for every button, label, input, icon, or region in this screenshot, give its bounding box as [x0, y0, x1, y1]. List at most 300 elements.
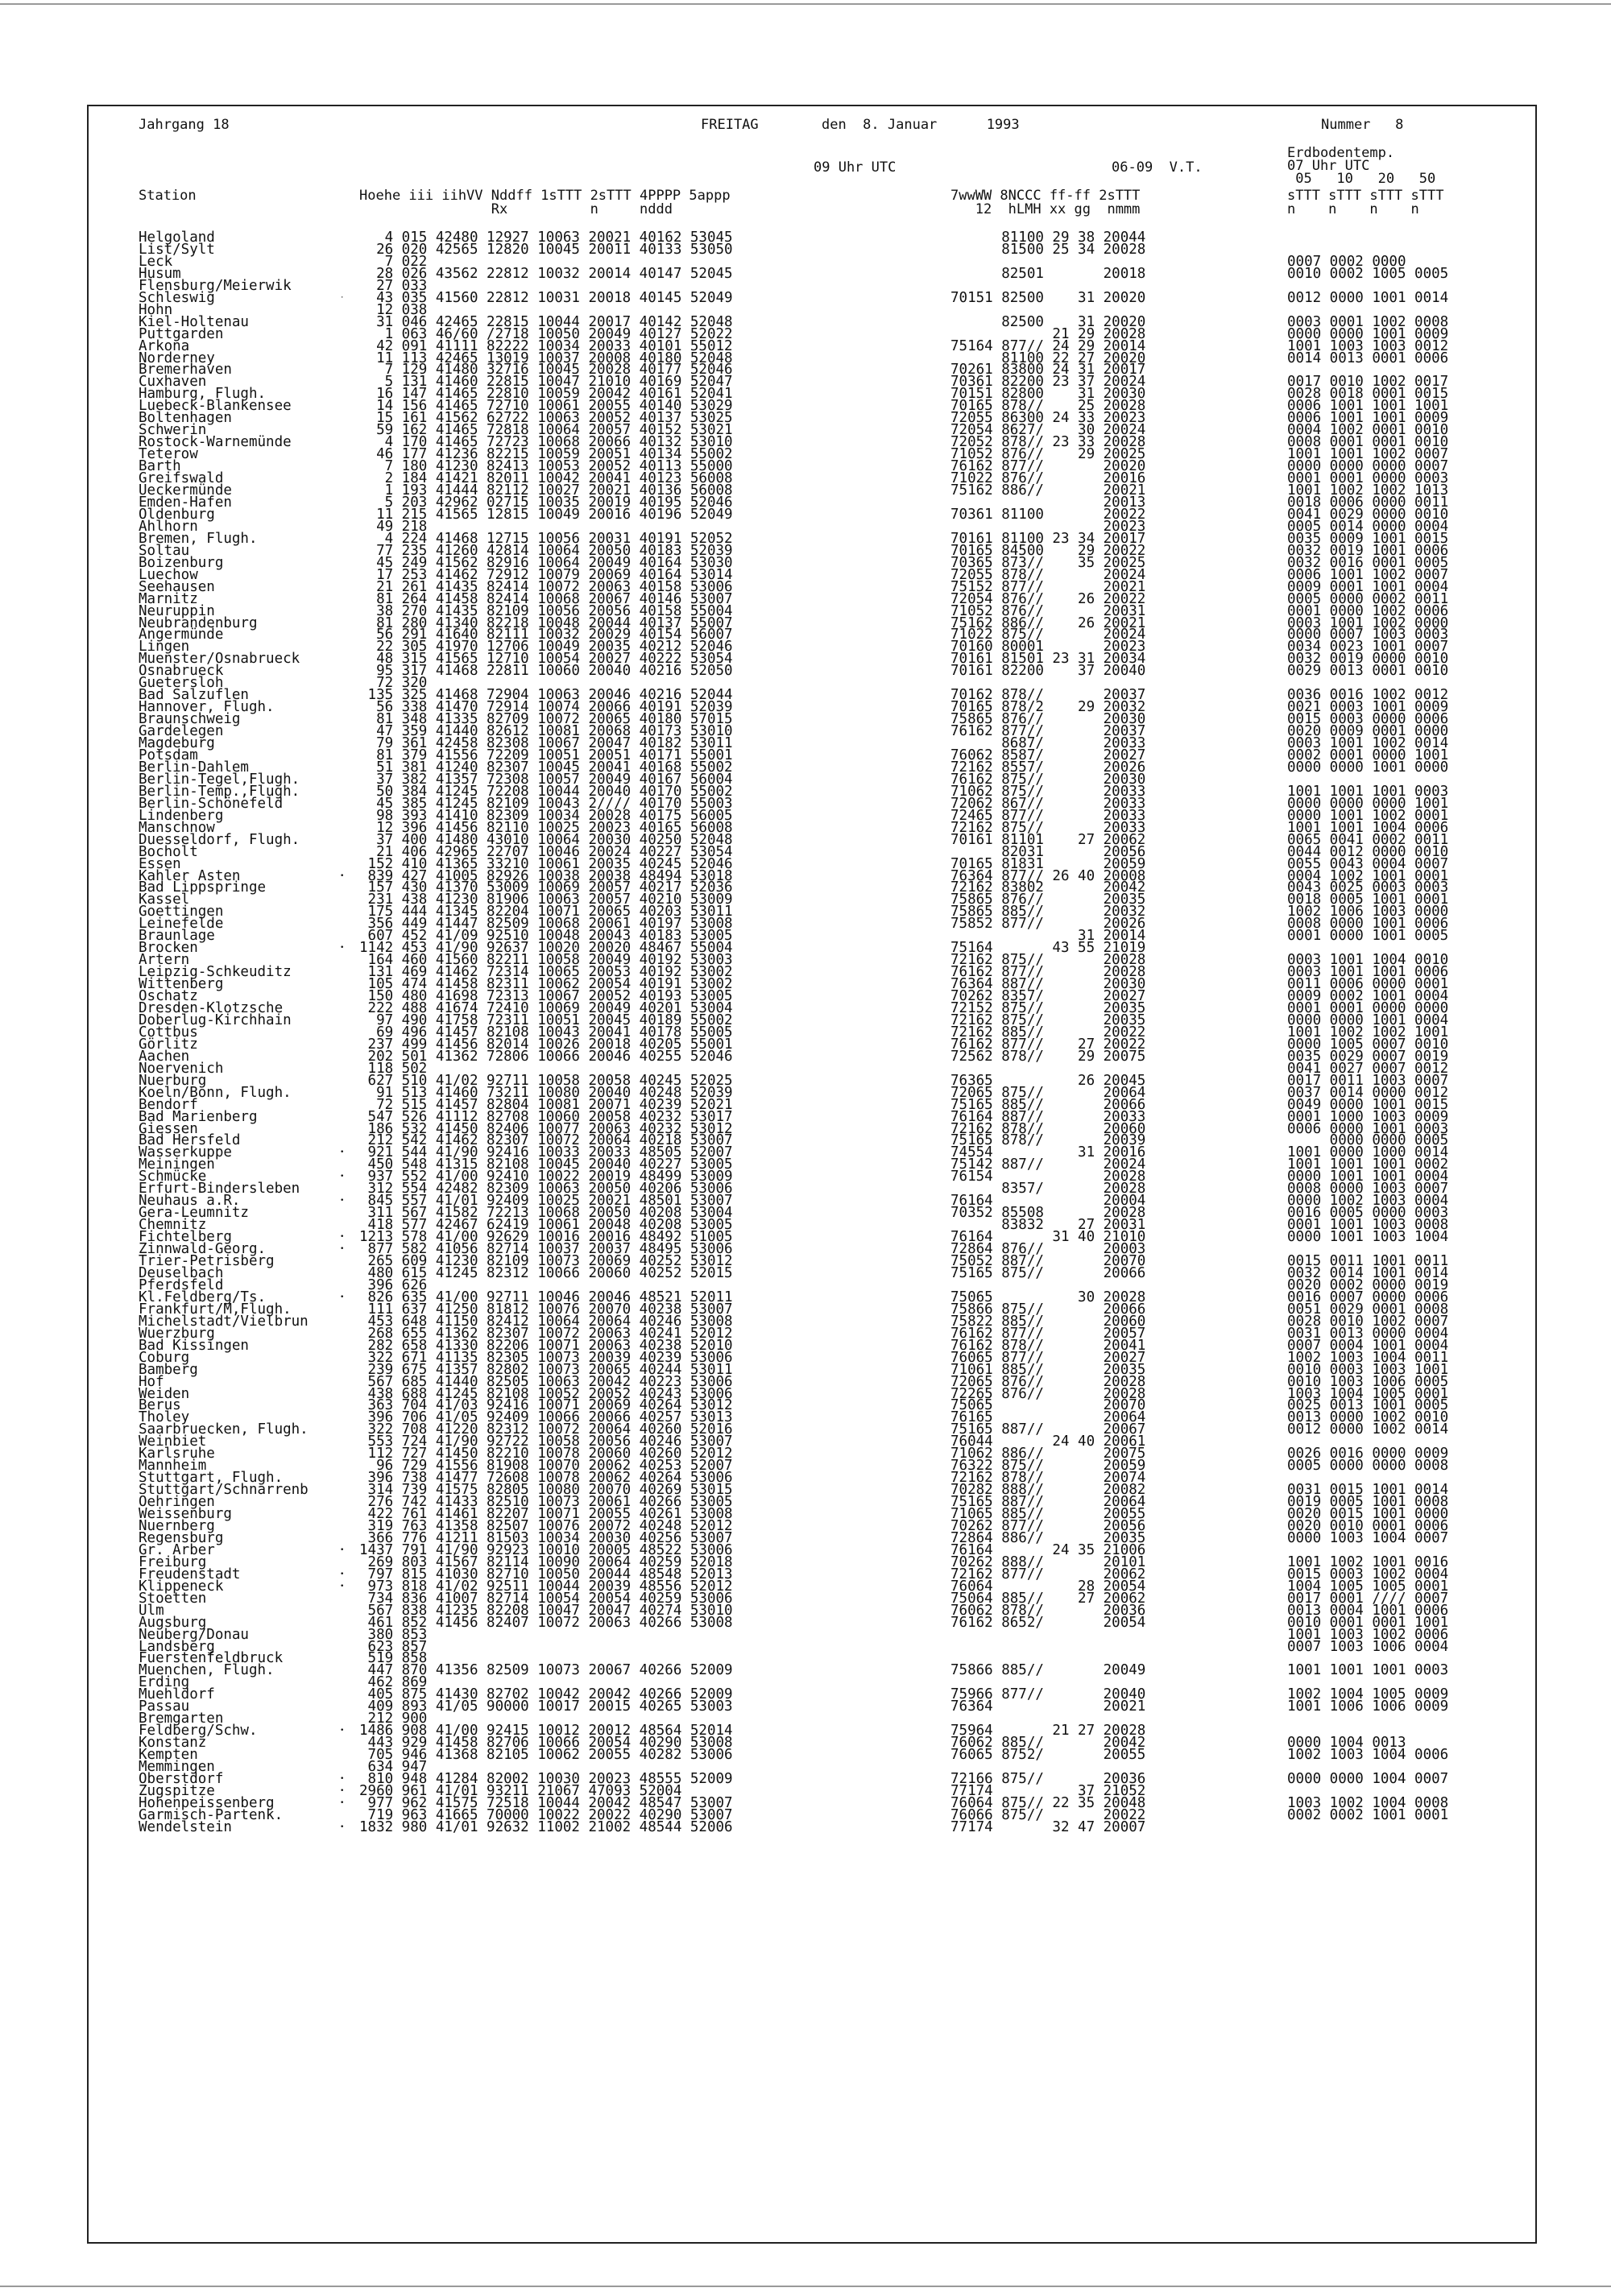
soil-cell: 0000 1001 1002 0001 [1287, 807, 1449, 824]
soil-cell: 0001 1000 1003 0009 [1287, 1108, 1449, 1125]
synop-cell: 79 361 42458 82308 10067 20047 40182 53011 [359, 735, 733, 752]
soil-cell: 0006 1001 1001 1001 [1287, 398, 1449, 415]
station-name: Osnabrueck [139, 663, 224, 680]
synop-cell: 152 410 41365 33210 10061 20035 40245 52046 [359, 855, 733, 872]
station-name: Helgoland [139, 230, 215, 246]
soil-cell: 0010 0003 1003 1001 [1287, 1361, 1449, 1378]
extra-cell: 70282 888// 20082 [950, 1482, 1146, 1499]
extra-cell: 70352 85508 20028 [950, 1205, 1146, 1222]
station-name: Boizenburg [139, 554, 224, 571]
station-name: Memmingen [139, 1759, 215, 1776]
soil-cell: 0000 0000 1001 0009 [1287, 325, 1449, 342]
extra-cell: 81500 25 34 20028 [950, 241, 1146, 258]
station-name: Görlitz [139, 1036, 198, 1053]
synop-cell: 396 738 41477 72608 10078 20062 40264 53006 [359, 1470, 733, 1487]
soil-cell: 0001 0001 0000 0000 [1287, 1000, 1449, 1016]
station-name: Weinbiet [139, 1433, 207, 1450]
station-marker [340, 569, 344, 581]
station-marker [340, 1039, 344, 1051]
soil-cell: 0051 0029 0001 0008 [1287, 1301, 1449, 1318]
synop-cell: 81 348 41335 82709 10072 20065 40180 57015 [359, 711, 733, 728]
soil-cell: 0006 1001 1002 0007 [1287, 566, 1449, 583]
station-name: Bremerhaven [139, 362, 232, 379]
soil-cell: 0000 0007 1003 0003 [1287, 627, 1449, 643]
station-marker [340, 1605, 344, 1617]
station-marker [340, 353, 344, 365]
station-name: Kiel-Holtenau [139, 313, 249, 330]
station-marker [340, 329, 344, 341]
synop-cell: 977 962 41575 72518 10044 20042 48547 53007 [359, 1794, 733, 1811]
synop-cell: 112 727 41450 82210 10078 20060 40260 52012 [359, 1446, 733, 1462]
synop-cell: 877 582 41056 82714 10037 20037 48495 53006 [359, 1241, 733, 1258]
station-marker [340, 966, 344, 978]
extra-cell: 75865 876// 20035 [950, 892, 1146, 908]
soil-cell: 1002 1003 1004 0006 [1287, 1747, 1449, 1764]
station-name: Artern [139, 952, 190, 969]
synop-column [359, 232, 733, 1834]
station-marker [340, 618, 344, 630]
station-marker [340, 726, 344, 738]
station-marker [340, 1207, 344, 1219]
station-name: Oldenburg [139, 506, 215, 523]
station-marker [340, 316, 344, 329]
station-marker [340, 388, 344, 400]
station-name: Luechow [139, 566, 198, 583]
station-marker [340, 1653, 344, 1665]
extra-cell: 72162 878// 20074 [950, 1470, 1146, 1487]
synop-cell: 623 857 [359, 1638, 428, 1655]
soil-cell: 0007 1003 1006 0004 [1287, 1638, 1449, 1655]
extra-cell: 75852 877// 20026 [950, 916, 1146, 933]
station-name: Karlsruhe [139, 1446, 215, 1462]
station-name: Brocken [139, 940, 198, 957]
synop-cell: 135 325 41468 72904 10063 20046 40216 52044 [359, 687, 733, 704]
station-name: Konstanz [139, 1735, 207, 1752]
station-name: Bamberg [139, 1361, 198, 1378]
extra-cell: 76164 31 40 21010 [950, 1229, 1146, 1246]
station-marker: • [340, 1545, 345, 1554]
soil-cell: 0000 0000 1001 0004 [1287, 1011, 1449, 1028]
station-marker [340, 714, 344, 726]
station-marker [340, 521, 344, 533]
synop-cell: 186 532 41450 82406 10077 20063 40232 53012 [359, 1120, 733, 1137]
soil-cell: 0000 0000 1001 0000 [1287, 759, 1449, 776]
synop-cell: 118 502 [359, 1060, 428, 1077]
station-name: Luebeck-Blankensee [139, 398, 292, 415]
station-name: Leipzig-Schkeuditz [139, 964, 292, 981]
synop-cell: 72 515 41457 82804 10081 20071 40239 52021 [359, 1096, 733, 1113]
station-marker [340, 738, 344, 750]
station-column [139, 232, 309, 1834]
soil-cell: 0015 0011 1001 0011 [1287, 1253, 1449, 1270]
extra-cell: 75065 20070 [950, 1397, 1146, 1414]
extra-cell: 70161 81501 23 31 20034 [950, 651, 1146, 668]
soil-cell: 0003 1001 1001 0006 [1287, 964, 1449, 981]
station-marker [340, 1388, 344, 1400]
soil-cell: 0000 0000 1004 0007 [1287, 1771, 1449, 1787]
station-marker: · [340, 293, 345, 302]
extra-cell: 76364 20021 [950, 1698, 1146, 1715]
station-name: Aachen [139, 1048, 190, 1065]
soil-cell: 0005 0000 0000 0008 [1287, 1458, 1449, 1475]
station-name: Gr. Arber [139, 1541, 215, 1558]
extra-cell: 75065 30 20028 [950, 1289, 1146, 1305]
station-name: Freudenstadt [139, 1566, 241, 1582]
synop-cell: 719 963 41665 70000 10022 20022 40290 53007 [359, 1806, 733, 1823]
station-name: Neuberg/Donau [139, 1626, 249, 1643]
soil-cell: 0011 0006 0000 0001 [1287, 976, 1449, 993]
extra-cell: 76044 24 40 20061 [950, 1433, 1146, 1450]
extra-cell: 76365 26 20045 [950, 1072, 1146, 1089]
station-marker [340, 509, 344, 521]
synop-cell: 607 452 41/09 92510 10048 20043 40183 53005 [359, 928, 733, 945]
synop-cell: 47 359 41440 82612 10081 20068 40173 53010 [359, 723, 733, 740]
station-name: Passau [139, 1698, 190, 1715]
station-name: Potsdam [139, 747, 198, 763]
soil-cell: 0018 0005 1001 0001 [1287, 892, 1449, 908]
synop-cell: 11 215 41565 12815 10049 20016 40196 52049 [359, 506, 733, 523]
extra-cell: 21 29 20028 [950, 325, 1146, 342]
station-marker [340, 1713, 344, 1725]
extra-cell: 75964 21 27 20028 [950, 1723, 1146, 1740]
extra-cell: 8687/ 20033 [950, 735, 1146, 752]
synop-cell: 937 552 41/00 92410 10022 20019 48499 53009 [359, 1169, 733, 1185]
station-marker [340, 1400, 344, 1412]
synop-cell: 1 063 46/60 /2718 10050 20049 40127 52022 [359, 325, 733, 342]
station-marker [340, 485, 344, 497]
synop-cell: 28 026 43562 22812 10032 20014 40147 52045 [359, 265, 733, 282]
station-marker: • [340, 944, 345, 953]
extra-cell: 70361 82200 23 37 20024 [950, 374, 1146, 391]
station-marker [340, 930, 344, 942]
soil-cell [1287, 232, 1448, 244]
soil-cell: 0006 1001 1001 0009 [1287, 410, 1449, 427]
extra-cell: 75866 885// 20049 [950, 1662, 1146, 1679]
station-name: Gardelegen [139, 723, 224, 740]
extra-cell: 72055 86300 24 33 20023 [950, 410, 1146, 427]
station-marker [340, 581, 344, 594]
synop-cell: 2 184 41421 82011 10042 20041 40123 56008 [359, 470, 733, 487]
extra-cell: 71062 886// 20075 [950, 1446, 1146, 1462]
extra-cell: 70261 83800 24 31 20017 [950, 362, 1146, 379]
extra-cell: 70165 84500 29 20022 [950, 542, 1146, 559]
synop-cell: 1142 453 41/90 92637 10020 20020 48467 55004 [359, 940, 733, 957]
station-name: Bad Hersfeld [139, 1132, 241, 1149]
extra-cell: 76062 885// 20042 [950, 1735, 1146, 1752]
station-name: Essen [139, 855, 181, 872]
station-marker [340, 1593, 344, 1605]
soil-cell: 0029 0013 0001 0010 [1287, 663, 1449, 680]
extra-cell: 70365 873// 35 20025 [950, 554, 1146, 571]
synop-cell: 11 113 42465 13019 10037 20008 40180 52048 [359, 350, 733, 366]
soil-cell: 0000 0000 0005 [1287, 1132, 1449, 1149]
station-marker [340, 412, 344, 424]
soil-cell: 1001 1002 1002 1013 [1287, 482, 1449, 499]
scan-top-edge [0, 3, 1611, 5]
station-name: Stoetten [139, 1590, 207, 1607]
soil-cell: 1001 1002 1002 1001 [1287, 1024, 1449, 1040]
station-name: Hof [139, 1373, 164, 1390]
extra-cell: 72265 876// 20028 [950, 1385, 1146, 1402]
synop-time: 09 Uhr UTC [814, 159, 897, 176]
station-name: Goettingen [139, 904, 224, 920]
station-marker [340, 1087, 344, 1099]
station-name: Weiden [139, 1385, 190, 1402]
station-name: Bad Salzuflen [139, 687, 249, 704]
station-name: Bad Kissingen [139, 1337, 249, 1354]
soil-cell: 0015 0003 0000 0006 [1287, 711, 1449, 728]
soil-cell: 0044 0012 0000 0010 [1287, 843, 1449, 860]
station-marker [340, 1352, 344, 1364]
station-marker [340, 594, 344, 606]
station-name: Doberlug-Kirchhain [139, 1011, 292, 1028]
station-name: Guetersloh [139, 675, 224, 692]
synop-cell: 547 526 41112 82708 10060 20058 40232 53017 [359, 1108, 733, 1125]
synop-cell: 81 379 41556 72209 10051 20051 40171 55001 [359, 747, 733, 763]
synop-cell: 45 249 41562 82916 10064 20049 40164 53030 [359, 554, 733, 571]
synop-cell: 396 626 [359, 1276, 428, 1293]
soil-cell: 0019 0005 1001 0008 [1287, 1494, 1449, 1511]
station-name: Duesseldorf, Flugh. [139, 831, 300, 848]
soil-cell: 0041 0029 0000 0010 [1287, 506, 1449, 523]
extra-cell: 72152 875// 20035 [950, 1000, 1146, 1016]
station-name: Wendelstein [139, 1818, 232, 1835]
station-marker [340, 1063, 344, 1075]
extra-subheader: 12 hLMH xx gg nmmm [950, 201, 1141, 217]
soil-cell: 0017 0010 1002 0017 [1287, 374, 1449, 391]
synop-cell: 7 022 [359, 253, 428, 270]
station-marker [340, 473, 344, 485]
soil-cell: 0010 0002 1005 0005 [1287, 265, 1449, 282]
extra-cell: 70262 8357/ 20027 [950, 988, 1146, 1005]
extra-cell: 72162 885// 20022 [950, 1024, 1146, 1040]
extra-cell: 75142 887// 20024 [950, 1156, 1146, 1173]
station-name: Berlin-Tegel,Flugh. [139, 771, 300, 788]
extra-cell: 82500 31 20020 [950, 313, 1146, 330]
soil-cell: 1003 1002 1004 0008 [1287, 1794, 1449, 1811]
issue-date: den 8. Januar 1993 [822, 117, 1020, 133]
soil-cell: 1001 1003 1003 0012 [1287, 337, 1449, 354]
synop-cell: 15 161 41562 62722 10063 20052 40137 53025 [359, 410, 733, 427]
extra-cell: 76164 887// 20033 [950, 1108, 1146, 1125]
synop-cell: 37 400 41480 43010 10064 20030 40250 52048 [359, 831, 733, 848]
extra-cell: 75822 885// 20060 [950, 1313, 1146, 1330]
synop-cell: 405 875 41430 82702 10042 20042 40266 52009 [359, 1686, 733, 1703]
station-name: Landsberg [139, 1638, 215, 1655]
synop-cell: 69 496 41457 82108 10043 20041 40178 55005 [359, 1024, 733, 1040]
station-name: Meiningen [139, 1156, 215, 1173]
station-marker [340, 834, 344, 846]
station-name: Braunschweig [139, 711, 241, 728]
soil-cell: 0028 0018 0001 0015 [1287, 386, 1449, 403]
station-marker [340, 846, 344, 858]
station-name: Bendorf [139, 1096, 198, 1113]
station-marker [340, 858, 344, 871]
extra-cell: 75164 43 55 21019 [950, 940, 1146, 957]
extra-cell: 82031 20056 [950, 843, 1146, 860]
extra-cell: 75162 886// 26 20021 [950, 614, 1146, 631]
synop-cell: 810 948 41284 82002 10030 20023 48555 52009 [359, 1771, 733, 1787]
station-name: Bremgarten [139, 1711, 224, 1727]
station-marker [340, 1183, 344, 1195]
extra-cell: 72052 878// 23 33 20028 [950, 434, 1146, 451]
synop-cell: 164 460 41560 82211 10058 20049 40192 53003 [359, 952, 733, 969]
station-marker: • [340, 1148, 345, 1157]
station-marker [340, 954, 344, 966]
extra-cell: 76162 878// 20041 [950, 1337, 1146, 1354]
station-marker [340, 1460, 344, 1472]
extra-cell: 72465 877// 20033 [950, 807, 1146, 824]
extra-cell: 76162 877// 20020 [950, 458, 1146, 475]
station-marker [340, 1810, 344, 1822]
station-marker [340, 1484, 344, 1496]
station-marker [340, 1051, 344, 1063]
soil-cell: 0025 0013 1001 0005 [1287, 1397, 1449, 1414]
synop-cell: 269 803 41567 82114 10090 20064 40259 52018 [359, 1553, 733, 1570]
extra-header: 7wwWW 8NCCC ff-ff 2sTTT [950, 188, 1141, 204]
station-marker [340, 689, 344, 701]
soil-cell: 0000 1002 1003 0004 [1287, 1193, 1449, 1210]
synop-cell: 567 685 41440 82505 10063 20042 40223 53006 [359, 1373, 733, 1390]
synop-cell: 157 430 41370 53009 10069 20057 40217 52036 [359, 879, 733, 896]
station-name: Ahlhorn [139, 518, 198, 535]
soil-cell: 0031 0013 0000 0004 [1287, 1325, 1449, 1342]
weekday: FREITAG [701, 117, 759, 133]
station-marker [340, 1015, 344, 1027]
station-marker [340, 1749, 344, 1761]
station-marker [340, 810, 344, 822]
station-name: Berus [139, 1397, 181, 1414]
extra-cell: 70151 82800 31 20030 [950, 386, 1146, 403]
synop-cell: 31 046 42465 22815 10044 20017 40142 52048 [359, 313, 733, 330]
station-name: Tholey [139, 1409, 190, 1426]
synop-subheader: Rx n nddd [359, 201, 673, 217]
synop-cell: 567 838 41235 82208 10047 20047 40274 53010 [359, 1602, 733, 1619]
station-name: Regensburg [139, 1529, 224, 1546]
extra-cell: 8357/ 20028 [950, 1181, 1146, 1198]
station-name: Bocholt [139, 843, 198, 860]
soil-cell: 0012 0000 1002 0014 [1287, 1421, 1449, 1438]
station-name: Mannheim [139, 1458, 207, 1475]
station-marker [340, 1641, 344, 1653]
synop-cell: 312 554 42482 82309 10063 20050 40206 53006 [359, 1181, 733, 1198]
station-marker [340, 906, 344, 918]
synop-cell: 443 929 41458 82706 10066 20054 40290 53008 [359, 1735, 733, 1752]
issue-number: Nummer 8 [1321, 117, 1404, 133]
station-marker: • [340, 1233, 345, 1242]
extra-cell: 81100 29 38 20044 [950, 230, 1146, 246]
synop-cell: 14 156 41465 72710 10061 20055 40140 53029 [359, 398, 733, 415]
synop-cell: 202 501 41362 72806 10066 20046 40255 52046 [359, 1048, 733, 1065]
station-marker [340, 1533, 344, 1545]
station-marker [340, 1075, 344, 1087]
station-marker [340, 232, 344, 244]
soil-cell: 1002 1003 1004 0011 [1287, 1349, 1449, 1366]
soil-cell: 0018 0006 0000 0011 [1287, 494, 1449, 511]
synop-cell: 38 270 41435 82109 10056 20056 40158 55004 [359, 602, 733, 619]
synop-cell: 81 264 41458 82414 10068 20067 40146 53007 [359, 590, 733, 607]
soil-cell: 0017 0011 1003 0007 [1287, 1072, 1449, 1089]
station-marker: • [340, 1582, 345, 1591]
synop-cell: 921 544 41/90 92416 10033 20033 48505 52007 [359, 1144, 733, 1161]
station-name: Zugspitze [139, 1782, 215, 1799]
soil-cell: 0007 0002 0000 [1287, 253, 1406, 270]
synop-cell: 4 170 41465 72723 10068 20066 40132 53010 [359, 434, 733, 451]
synop-cell: 49 218 [359, 518, 428, 535]
soil-cell: 0035 0029 0007 0019 [1287, 1048, 1449, 1065]
station-name: Teterow [139, 446, 198, 463]
station-name: Bad Marienberg [139, 1108, 258, 1125]
station-marker [340, 629, 344, 641]
soil-cell: 0065 0041 0002 0011 [1287, 831, 1449, 848]
extra-cell: 76165 20064 [950, 1409, 1146, 1426]
synop-cell: 553 724 41/90 92722 10058 20056 40246 53007 [359, 1433, 733, 1450]
soil-cell: 0016 0005 0000 0003 [1287, 1205, 1449, 1222]
synop-cell: 5 131 41460 22815 10047 21010 40169 52047 [359, 374, 733, 391]
synop-cell: 480 615 41245 82312 10066 20060 40252 52015 [359, 1264, 733, 1281]
station-marker [340, 1677, 344, 1689]
extra-cell: 75165 875// 20066 [950, 1264, 1146, 1281]
extra-cell: 72166 875// 20036 [950, 1771, 1146, 1787]
soil-cell: 1001 1002 1001 0016 [1287, 1553, 1449, 1570]
synop-cell: 322 708 41220 82312 10072 20064 40260 52016 [359, 1421, 733, 1438]
synop-cell: 239 675 41357 82802 10073 20065 40244 53011 [359, 1361, 733, 1378]
synop-cell: 1486 908 41/00 92415 10012 20012 48564 52014 [359, 1723, 733, 1740]
station-marker [340, 701, 344, 714]
extra-cell: 20013 [950, 494, 1146, 511]
soil-cell: 0005 0000 0002 0011 [1287, 590, 1449, 607]
station-name: Erfurt-Bindersleben [139, 1181, 300, 1198]
soil-cell: 0000 1003 1004 0007 [1287, 1529, 1449, 1546]
soil-cell: 0003 1001 1002 0000 [1287, 614, 1449, 631]
station-name: Ulm [139, 1602, 164, 1619]
soil-cell: 0037 0014 0000 0012 [1287, 1084, 1449, 1101]
synop-cell: 22 305 41970 12706 10049 20035 40212 52046 [359, 639, 733, 656]
station-name: Saarbruecken, Flugh. [139, 1421, 309, 1438]
station-marker [340, 918, 344, 930]
synop-cell: 396 706 41/05 92409 10066 20066 40257 53013 [359, 1409, 733, 1426]
synop-cell: 265 609 41230 82109 10073 20069 40252 53012 [359, 1253, 733, 1270]
synop-cell: 131 469 41462 72314 10065 20053 40192 53002 [359, 964, 733, 981]
station-marker [340, 1135, 344, 1147]
synop-cell: 7 180 41230 82413 10053 20052 40113 55000 [359, 458, 733, 475]
station-marker [340, 894, 344, 906]
station-marker [340, 677, 344, 689]
soil-cell: 0003 0001 1002 0008 [1287, 313, 1449, 330]
extra-cell: 76162 877// 20028 [950, 964, 1146, 981]
station-name: Oschatz [139, 988, 198, 1005]
soil-cell: 0008 0000 1001 0006 [1287, 916, 1449, 933]
synop-cell: 634 947 [359, 1759, 428, 1776]
soil-cell: 0000 0000 0000 0007 [1287, 458, 1449, 475]
extra-cell: 76062 8587/ 20027 [950, 747, 1146, 763]
station-marker [340, 978, 344, 991]
station-marker [340, 750, 344, 762]
extra-cell: 82501 20018 [950, 265, 1146, 282]
station-name: Neuhaus a.R. [139, 1193, 241, 1210]
synop-cell: 37 382 41357 72308 10057 20049 40167 56004 [359, 771, 733, 788]
synop-cell: 212 900 [359, 1711, 428, 1727]
synop-cell: 826 635 41/00 92711 10046 20046 48521 52011 [359, 1289, 733, 1305]
station-name: Wuerzburg [139, 1325, 215, 1342]
synop-cell: 5 203 42962 02715 10035 20019 40195 52046 [359, 494, 733, 511]
station-marker [340, 1617, 344, 1629]
station-name: Coburg [139, 1349, 190, 1366]
synop-cell: 461 852 41456 82407 10072 20063 40266 53008 [359, 1614, 733, 1631]
station-name: Freiburg [139, 1553, 207, 1570]
station-marker [340, 1316, 344, 1328]
scan-bottom-edge [0, 2286, 1611, 2287]
